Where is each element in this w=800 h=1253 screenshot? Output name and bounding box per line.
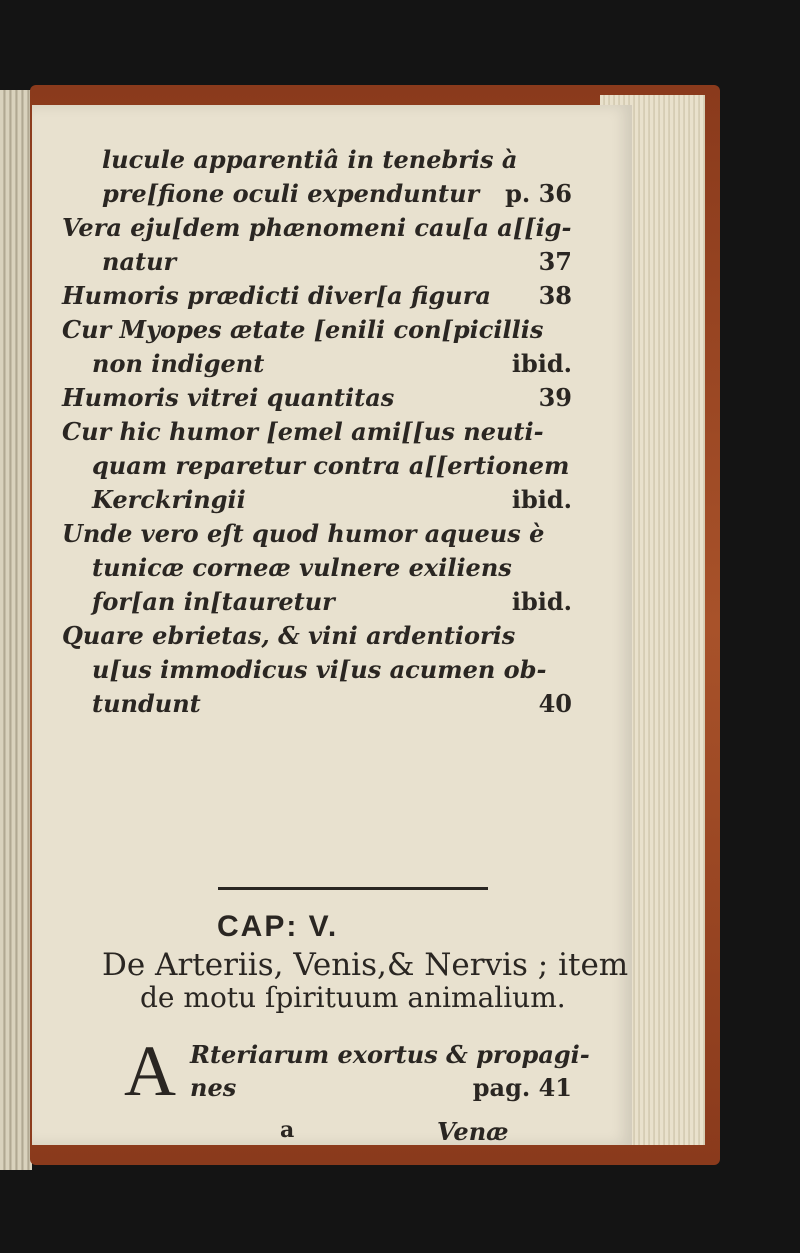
entry-text: pre[fione oculi expenduntur: [102, 179, 480, 208]
chapter-title-line-1: De Arteriis, Venis,& Nervis ; item: [102, 947, 629, 983]
entry-text: lucule apparentiâ in tenebris à: [102, 145, 518, 174]
entry-text: quam reparetur contra a[[ertionem: [92, 451, 570, 480]
entry-page-ref: 37: [538, 247, 572, 276]
entry-text: non indigent: [92, 349, 265, 378]
drop-cap: A: [124, 1031, 176, 1111]
entry-page-ref: 39: [538, 383, 572, 412]
entry-text: u[us immodicus vi[us acumen ob-: [92, 655, 547, 684]
catchword: Venæ: [437, 1117, 509, 1146]
chapter-label: CAP: V.: [217, 910, 339, 943]
entry-text: tunicæ corneæ vulnere exiliens: [92, 553, 512, 582]
entry-text: tundunt: [92, 689, 201, 718]
entry-page-ref: 40: [538, 689, 572, 718]
entry-text: Cur hic humor [emel ami[[us neuti-: [62, 417, 544, 446]
entry-text: Humoris vitrei quantitas: [62, 383, 395, 412]
entry-text: natur: [102, 247, 177, 276]
entry-page-ref: p. 36: [505, 179, 572, 208]
chapter-title-line-2: de motu ſpirituum animalium.: [140, 981, 566, 1014]
entry-text: Humoris prædicti diver[a figura: [62, 281, 491, 310]
book-page: lucule apparentiâ in tenebris à pre[fione oculi expenduntur p. 36 Vera eju[dem phænomeni cau[a a[[ig- natur 37 Humoris prædicti diver[a figura 38 Cur Myopes ætate [enili con[picillis non indigent ibid. Humoris vitrei quantitas 39 Cur hic humor [emel ami[[us neuti- quam reparetur contra a[[ertionem Kerckringii ibid. Unde vero eſt quod humor aqueus è tunicæ corneæ vulnere exiliens for[an in[tauretur ibid. Quare ebrietas, & vini ardentioris u[us immodicus vi[us acumen ob- tundunt 40 CAP: V. De Arteriis, Venis,& Nervis ; item de motu ſpirituum animalium. A Rteriarum exortus & propagi- nes pag. 41 a Venæ: [32, 105, 632, 1145]
entry-text: Quare ebrietas, & vini ardentioris: [62, 621, 516, 650]
entry-text: Unde vero eſt quod humor aqueus è: [62, 519, 545, 548]
entry-page-ref: 38: [538, 281, 572, 310]
entry-text: Cur Myopes ætate [enili con[picillis: [62, 315, 544, 344]
entry-text: Vera eju[dem phænomeni cau[a a[[ig-: [62, 213, 572, 242]
entry-page-ref: ibid.: [511, 587, 572, 616]
entry-text: Kerckringii: [92, 485, 246, 514]
entry-page-ref: ibid.: [511, 349, 572, 378]
signature-mark: a: [280, 1117, 295, 1143]
section-divider: [218, 887, 488, 890]
adjacent-page-edge: [0, 90, 32, 1170]
entry-page-ref: ibid.: [511, 485, 572, 514]
entry-text: for[an in[tauretur: [92, 587, 335, 616]
